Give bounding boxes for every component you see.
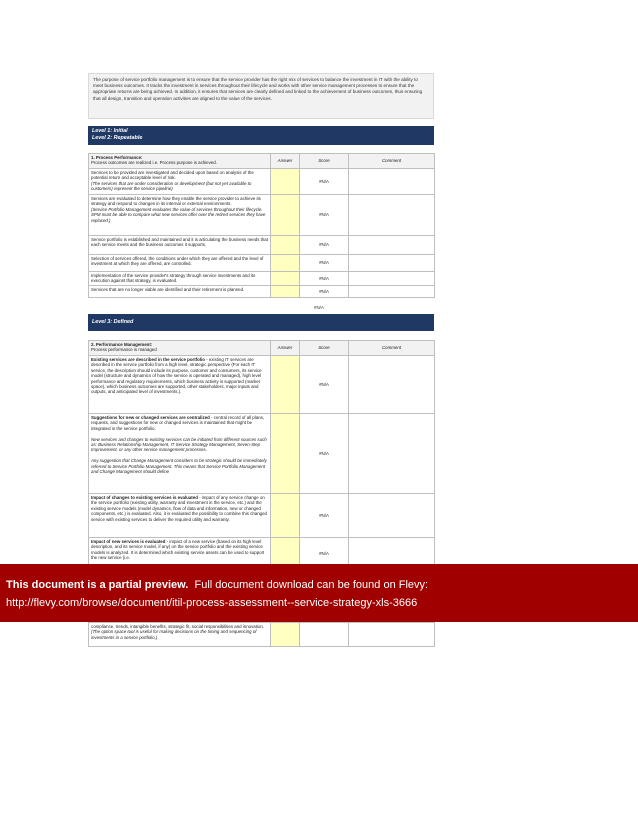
process-performance-table xyxy=(88,153,435,298)
table-row xyxy=(89,285,435,297)
answer-cell[interactable] xyxy=(271,494,300,538)
table-row xyxy=(89,195,435,236)
comment-cell[interactable] xyxy=(349,255,435,272)
table-row xyxy=(89,623,435,647)
table-header-row xyxy=(89,341,435,356)
score-cell: #N/A xyxy=(300,236,349,255)
question-note: (The option space tool is useful for making decisions on the timing and sequencing of investments in a service portfolio.) xyxy=(91,629,257,640)
score-cell: #N/A xyxy=(300,414,349,494)
score-header: Score xyxy=(300,154,349,169)
level-band-1-2 xyxy=(88,126,434,145)
question-text: Services to be provided are investigated and decided upon based on analysis of the potential return and acceptable level of risk. xyxy=(91,170,254,181)
level-band-3 xyxy=(88,314,434,331)
answer-cell[interactable] xyxy=(271,195,300,236)
section-total: #N/A xyxy=(314,305,324,310)
table-row xyxy=(89,169,435,195)
performance-management-table-continued xyxy=(88,622,435,647)
performance-management-table xyxy=(88,340,435,570)
preview-banner xyxy=(0,564,638,622)
comment-cell[interactable] xyxy=(349,356,435,414)
question-text: - central record of all plans, requests, and suggestions for new or changed services is maintained that might be integrated in the service portfolio. xyxy=(91,415,265,431)
question-note: (The services that are under consideration or development (but not yet available to customers) represent the service pipeline) xyxy=(91,180,252,192)
table-row xyxy=(89,356,435,414)
score-cell: #N/A xyxy=(300,285,349,297)
answer-cell[interactable] xyxy=(271,169,300,195)
question-note: (Service Portfolio Management evaluates the value of services throughout their lifecycle. SPM must be able to compare what new services offer over the retired services they have replaced.) xyxy=(91,206,266,223)
question-text: Services are evaluated to determine how they enable the service provider to achieve its strategy and respond to changes in its internal or external environments. xyxy=(91,196,261,207)
question-heading: Impact of changes to existing services is evaluated xyxy=(91,495,198,500)
preview-message xyxy=(6,576,632,594)
section-subtitle: Process outcomes are realized i.e. Process purpose is achieved. xyxy=(91,160,217,166)
section-subtitle: Process performance is managed xyxy=(91,347,157,353)
score-cell: #N/A xyxy=(300,494,349,538)
question-text: Services that are no longer viable are identified and their retirement is planned. xyxy=(89,285,271,297)
question-text: compliance, trends, intangible benefits, strategic fit, social responsibilities and innovation. xyxy=(91,624,265,629)
question-text: Selection of services offered, the conditions under which they are offered and the level of investment at which they are offered, are controlled. xyxy=(89,255,271,272)
answer-cell[interactable] xyxy=(271,623,300,647)
question-text: - impact of a new service (based on its high level description, and its service model, if any) on the service portfolio and the existing service models is analyzed. It is determined which existing service assets can be used to support the new service (i.e. xyxy=(91,539,265,561)
comment-header: Comment xyxy=(349,154,435,169)
score-cell: #N/A xyxy=(300,356,349,414)
intro-text: The purpose of service portfolio management is to ensure that the service provider has the right mix of services to balance the investment in IT with the ability to meet business outcomes. It tracks the investment in services throughout their lifecycle and works with other service management processes to ensure that the appropriate returns are being achieved. In addition, it ensures that services are clearly defined and linked to the achievement of business outcomes, thus ensuring that all design, transition and operation activities are aligned to the value of the services. xyxy=(88,73,434,119)
section-title: 2. Performance Management: xyxy=(91,342,153,347)
score-cell xyxy=(300,623,349,647)
comment-cell[interactable] xyxy=(349,272,435,286)
table-row xyxy=(89,494,435,538)
answer-cell[interactable] xyxy=(271,272,300,286)
question-note: New services and changes to existing services can be initiated from different sources such as: Business Relationship Management, IT Service Strategy Management, Seven-Step Improvement, or any other service management processes. Any suggestion that Change Management considers to be strategic should be immediately referred to Service Portfolio Management. This means that Service Portfolio Management and Change Management should define xyxy=(91,436,267,475)
answer-header: Answer xyxy=(271,341,300,356)
preview-text: Full document download can be found on Flevy: xyxy=(194,579,429,591)
section-title-cell xyxy=(89,154,271,169)
score-header: Score xyxy=(300,341,349,356)
question-text: - impact of any service change on the service portfolio (existing utility, warranty and investment in the service, etc.) and the existing service models (model dynamics, flow of data and information, new or changed components, etc.) is evaluated. Also, it is evaluated the possibility to combine this changed service with existing services to deliver the required utility and warranty. xyxy=(91,495,267,522)
question-heading: Suggestions for new or changed services are centralized xyxy=(91,415,210,420)
score-cell: #N/A xyxy=(300,538,349,570)
question-heading: Existing services are described in the service portfolio xyxy=(91,357,205,362)
section-title-cell xyxy=(89,341,271,356)
comment-cell[interactable] xyxy=(349,494,435,538)
comment-cell[interactable] xyxy=(349,285,435,297)
comment-cell[interactable] xyxy=(349,623,435,647)
table-row xyxy=(89,236,435,255)
comment-cell[interactable] xyxy=(349,169,435,195)
answer-cell[interactable] xyxy=(271,356,300,414)
score-cell: #N/A xyxy=(300,169,349,195)
comment-cell[interactable] xyxy=(349,195,435,236)
answer-header: Answer xyxy=(271,154,300,169)
section-title: 1. Process Performance: xyxy=(91,155,143,160)
question-text: - existing IT services are described in the service portfolio from a high level, strategic perspective (For each IT service, the description should include its purpose, customer and consumers, its service model (structure and dynamics of how the service is operated and managed), high level performance and regulatory requirements, which business activity is supported (market space), which business outcomes are supported, other stakeholders, major inputs and outputs, and anticipated level of investments.). xyxy=(91,357,262,395)
level-3-label: Level 3: Defined xyxy=(92,319,134,325)
table-row xyxy=(89,272,435,286)
level-1-label: Level 1: Initial xyxy=(92,128,128,134)
answer-cell[interactable] xyxy=(271,414,300,494)
answer-cell[interactable] xyxy=(271,255,300,272)
answer-cell[interactable] xyxy=(271,285,300,297)
answer-cell[interactable] xyxy=(271,236,300,255)
score-cell: #N/A xyxy=(300,255,349,272)
level-2-label: Level 2: Repeatable xyxy=(92,135,143,141)
table-row xyxy=(89,414,435,494)
score-cell: #N/A xyxy=(300,272,349,286)
comment-cell[interactable] xyxy=(349,236,435,255)
question-text: Service portfolio is established and maintained and it is articulating the business needs that each service meets and the business outcomes it supports. xyxy=(89,236,271,255)
comment-cell[interactable] xyxy=(349,414,435,494)
table-header-row xyxy=(89,154,435,169)
question-text: Implementation of the service provider's strategy through service investments and its execution against that strategy, is evaluated. xyxy=(89,272,271,286)
score-cell: #N/A xyxy=(300,195,349,236)
table-row xyxy=(89,255,435,272)
preview-bold-text: This document is a partial preview. xyxy=(6,579,189,591)
comment-header: Comment xyxy=(349,341,435,356)
question-heading: Impact of new services is evaluated xyxy=(91,539,166,544)
download-link[interactable]: http://flevy.com/browse/document/itil-process-assessment--service-strategy-xls-3666 xyxy=(6,597,418,609)
